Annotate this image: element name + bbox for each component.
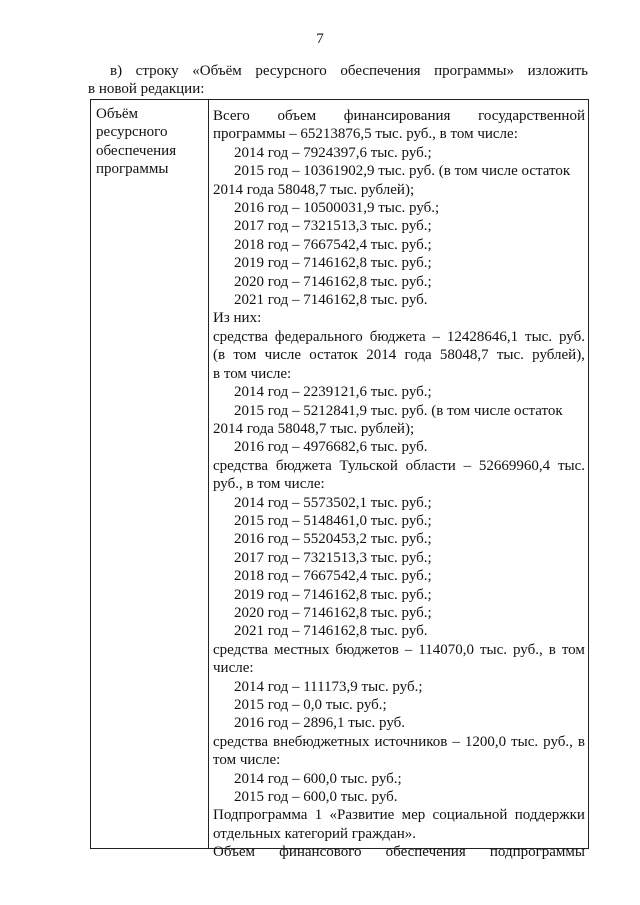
intro-word: изложить xyxy=(527,63,588,79)
label-line: Объём xyxy=(96,106,138,122)
year-line: 2019 год – 7146162,8 тыс. руб.; xyxy=(234,586,432,603)
content-line xyxy=(213,107,585,125)
intro-word: «Объём xyxy=(192,63,242,79)
content-word: 2014 xyxy=(366,347,397,364)
content-word: в xyxy=(548,641,556,658)
content-word: Тульской xyxy=(339,457,398,474)
content-line: руб., в том числе: xyxy=(213,476,325,493)
year-line: 2016 год – 4976682,6 тыс. руб. xyxy=(234,439,428,456)
year-line: 2014 год – 7924397,6 тыс. руб.; xyxy=(234,144,432,161)
content-word: в xyxy=(577,733,585,750)
year-line: 2015 год – 5212841,9 тыс. руб. (в том числе остаток xyxy=(234,402,563,419)
content-word: области xyxy=(405,457,456,474)
label-line: ресурсного xyxy=(96,124,168,141)
content-word: 1200,0 xyxy=(464,733,507,750)
content-line xyxy=(213,328,585,346)
column-divider xyxy=(208,100,209,848)
intro-word: программы» xyxy=(434,63,514,79)
year-line: 2016 год – 5520453,2 тыс. руб.; xyxy=(234,531,432,548)
content-line xyxy=(213,346,585,364)
table-label-cell xyxy=(96,105,204,179)
content-word: руб., xyxy=(513,641,543,658)
intro-line-2: в новой редакции: xyxy=(88,81,205,98)
content-word: года xyxy=(404,347,432,364)
content-word: – xyxy=(452,733,460,750)
content-word: (в xyxy=(213,347,226,364)
table-content-cell xyxy=(213,107,585,862)
content-line: 2014 года 58048,7 тыс. рублей); xyxy=(213,181,415,198)
content-word: – xyxy=(463,457,472,474)
content-word: Объем xyxy=(213,844,255,861)
content-line: Из них: xyxy=(213,310,262,327)
year-line: 2014 год – 2239121,6 тыс. руб.; xyxy=(234,384,432,401)
year-line: 2014 год – 600,0 тыс. руб.; xyxy=(234,770,402,787)
content-word: остаток xyxy=(309,347,358,364)
year-line: 2021 год – 7146162,8 тыс. руб. xyxy=(234,623,428,640)
content-line xyxy=(213,641,585,659)
year-line: 2015 год – 10361902,9 тыс. руб. (в том числе остаток xyxy=(234,163,571,180)
content-line xyxy=(213,457,585,475)
content-word: – xyxy=(432,328,441,345)
content-line: 2014 года 58048,7 тыс. рублей); xyxy=(213,420,415,437)
content-word: средства xyxy=(213,733,269,750)
year-line: 2014 год – 111173,9 тыс. руб.; xyxy=(234,678,423,695)
content-word: 58048,7 xyxy=(439,347,489,364)
year-line: 2021 год – 7146162,8 тыс. руб. xyxy=(234,292,428,309)
page-number: 7 xyxy=(316,31,324,47)
content-line: отдельных категорий граждан». xyxy=(213,825,416,842)
content-word: источников xyxy=(374,733,448,750)
content-word: руб., xyxy=(543,733,573,750)
content-word: внебюджетных xyxy=(273,733,370,750)
label-line: программы xyxy=(96,161,169,178)
year-line: 2017 год – 7321513,3 тыс. руб.; xyxy=(234,218,432,235)
content-word: объем xyxy=(277,108,317,124)
content-word: 114070,0 xyxy=(418,641,474,658)
content-word: Всего xyxy=(213,108,250,124)
content-word: мер xyxy=(401,807,426,824)
content-word: рублей), xyxy=(532,347,585,364)
content-word: финансирования xyxy=(343,108,451,124)
content-word: – xyxy=(404,641,413,658)
content-word: тыс. xyxy=(479,641,508,658)
content-word: бюджетов xyxy=(335,641,399,658)
content-word: тыс. xyxy=(557,457,585,474)
content-word: руб. xyxy=(558,328,585,345)
content-line xyxy=(213,806,585,824)
content-word: тыс. xyxy=(525,328,553,345)
year-line: 2019 год – 7146162,8 тыс. руб.; xyxy=(234,255,432,272)
year-line: 2014 год – 5573502,1 тыс. руб.; xyxy=(234,494,432,511)
content-word: числе xyxy=(264,347,302,364)
intro-line-1 xyxy=(88,62,588,80)
content-line: числе: xyxy=(213,660,254,677)
content-word: государственной xyxy=(478,108,585,124)
intro-word: ресурсного xyxy=(255,63,327,79)
content-word: тыс. xyxy=(511,733,539,750)
intro-word: строку xyxy=(135,63,179,79)
content-word: средства xyxy=(213,641,269,658)
content-line xyxy=(213,843,585,861)
content-word: бюджета xyxy=(275,457,332,474)
content-word: средства xyxy=(213,328,269,345)
content-word: «Развитие xyxy=(329,807,395,824)
year-line: 2018 год – 7667542,4 тыс. руб.; xyxy=(234,236,432,253)
label-line: обеспечения xyxy=(96,142,177,159)
year-line: 2018 год – 7667542,4 тыс. руб.; xyxy=(234,568,432,585)
content-line xyxy=(213,733,585,751)
content-word: подпрограммы xyxy=(489,844,585,861)
content-line: программы – 65213876,5 тыс. руб., в том числе: xyxy=(213,126,518,143)
intro-word: обеспечения xyxy=(340,63,421,79)
year-line: 2016 год – 10500031,9 тыс. руб.; xyxy=(234,200,440,217)
content-line: в том числе: xyxy=(213,365,292,382)
content-word: поддержки xyxy=(514,807,585,824)
content-word: том xyxy=(233,347,257,364)
content-word: том xyxy=(561,641,585,658)
content-word: 1 xyxy=(314,807,323,824)
year-line: 2020 год – 7146162,8 тыс. руб.; xyxy=(234,273,432,290)
content-word: тыс. xyxy=(496,347,524,364)
content-line: том числе: xyxy=(213,752,281,769)
content-word: 12428646,1 xyxy=(446,328,519,345)
content-word: обеспечения xyxy=(385,844,466,861)
content-word: социальной xyxy=(432,807,508,824)
year-line: 2015 год – 600,0 тыс. руб. xyxy=(234,789,398,806)
content-word: финансового xyxy=(279,844,362,861)
year-line: 2020 год – 7146162,8 тыс. руб.; xyxy=(234,604,432,621)
content-word: средства xyxy=(213,457,269,474)
content-word: Подпрограмма xyxy=(213,807,308,824)
year-line: 2015 год – 5148461,0 тыс. руб.; xyxy=(234,512,432,529)
resource-table xyxy=(90,99,589,861)
year-line: 2015 год – 0,0 тыс. руб.; xyxy=(234,697,387,713)
content-word: бюджета xyxy=(369,328,426,345)
content-word: местных xyxy=(274,641,330,658)
content-word: 52669960,4 xyxy=(478,457,551,474)
intro-word: в) xyxy=(110,63,123,79)
year-line: 2016 год – 2896,1 тыс. руб. xyxy=(234,715,406,732)
year-line: 2017 год – 7321513,3 тыс. руб.; xyxy=(234,549,432,566)
intro-paragraph xyxy=(88,62,588,99)
content-word: федерального xyxy=(274,328,363,345)
